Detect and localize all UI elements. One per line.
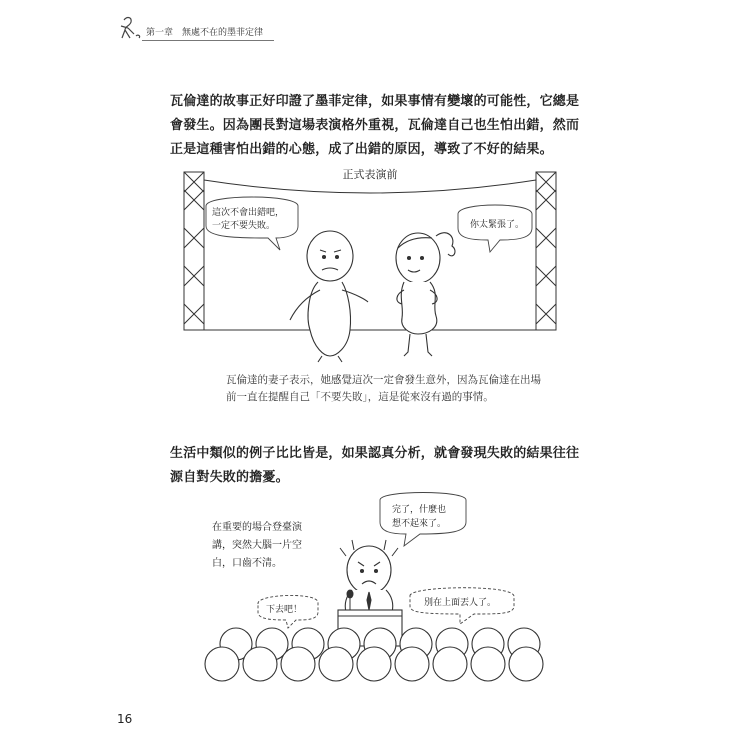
audience-bubble-right-text: 別在上面丟人了。 xyxy=(424,598,497,608)
body-paragraph-2: 生活中類似的例子比比皆是，如果認真分析，就會發現失敗的結果往往源自對失敗的擔憂。 xyxy=(170,446,580,485)
left-bubble-line-2: 一定不要失敗。 xyxy=(212,221,276,231)
right-bubble-text: 你太緊張了。 xyxy=(470,220,525,230)
page-number: 16 xyxy=(117,712,133,726)
narration-line-2: 講，突然大腦一片空 xyxy=(212,540,302,551)
illustration-caption: 瓦倫達的妻子表示，她感覺這次一定會發生意外，因為瓦倫達在出場前一直在提醒自己「不要失敗」，這是從來沒有過的事情。 xyxy=(226,374,541,403)
chapter-title: 第一章 無處不在的墨菲定律 xyxy=(146,28,264,38)
audience-bubble-left-text: 下去吧！ xyxy=(266,605,303,615)
narration-line-1: 在重要的場合登臺演 xyxy=(212,522,302,533)
speaker-bubble-line-2: 想不起來了。 xyxy=(392,519,447,529)
left-bubble-line-1: 這次不會出錯吧， xyxy=(212,208,285,218)
speaker-figure xyxy=(345,546,393,612)
speaker-bubble-line-1: 完了，什麼也 xyxy=(392,505,447,515)
body-paragraph-1: 瓦倫達的故事正好印證了墨菲定律，如果事情有變壞的可能性，它總是會發生。因為團長對這場表演格外重視，瓦倫達自己也生怕出錯，然而正是這種害怕出錯的心態，成了出錯的原因，導致了不好的結果。 xyxy=(170,94,580,157)
audience-front-row xyxy=(205,647,543,681)
narration-line-3: 白，口齒不清。 xyxy=(212,558,282,569)
banner-text: 正式表演前 xyxy=(342,168,398,181)
